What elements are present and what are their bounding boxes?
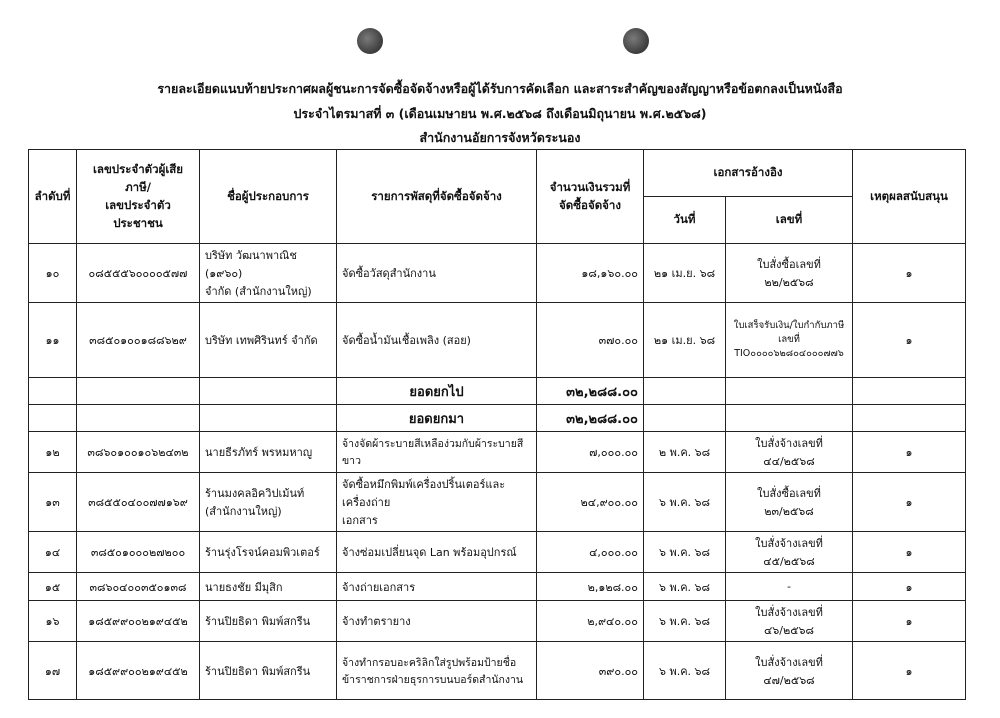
col-item: รายการพัสดุที่จัดซื้อจัดจ้าง [337,150,537,244]
cell-vendor: ร้านรุ่งโรจน์คอมพิวเตอร์ [200,532,337,573]
cell-refno: ใบสั่งจ้างเลขที่ ๔๔/๒๕๖๘ [726,432,853,473]
table-row [29,303,966,378]
cell-reason: ๑ [853,532,966,573]
cell-no: ๑๕ [29,573,77,601]
cell-reason: ๑ [853,573,966,601]
cell-refno: ใบสั่งจ้างเลขที่ ๔๗/๒๕๖๘ [726,642,853,700]
cell-date: ๖ พ.ค. ๖๘ [644,473,726,532]
table-row [29,244,966,303]
subtotal-in-label: ยอดยกมา [337,405,537,432]
table-row [29,532,966,573]
cell-taxid: ๓๘๖๐๔๐๐๓๕๐๑๓๘ [77,573,200,601]
cell-refno: ใบสั่งซื้อเลขที่ ๒๒/๒๕๖๘ [726,244,853,303]
cell-amount: ๒๔,๙๐๐.๐๐ [537,473,644,532]
table-row [29,432,966,473]
cell-item: จัดซื้อน้ำมันเชื้อเพลิง (สอย) [337,303,537,378]
cell-reason: ๑ [853,303,966,378]
table-row [29,642,966,700]
cell-taxid: ๓๘๕๕๐๔๐๐๗๗๑๖๙ [77,473,200,532]
doc-title: รายละเอียดแนบท้ายประกาศผลผู้ชนะการจัดซื้อจัดจ้างหรือผู้ได้รับการคัดเลือก และสาระสำคัญของสัญญาหรือข้อตกลงเป็นหนังสือ [157,81,843,96]
cell-taxid: ๓๘๕๐๑๐๐๐๒๗๒๐๐ [77,532,200,573]
cell-vendor: ร้านปิยธิดา พิมพ์สกรีน [200,642,337,700]
procurement-table [28,149,966,700]
cell-reason: ๑ [853,473,966,532]
subtotal-out-row [29,378,966,405]
cell-taxid: ๐๘๕๕๕๖๐๐๐๐๕๗๗ [77,244,200,303]
cell-reason: ๑ [853,642,966,700]
cell-date: ๒ พ.ค. ๖๘ [644,432,726,473]
cell-item: จ้างทำตรายาง [337,601,537,642]
table-row [29,573,966,601]
cell-amount: ๔,๐๐๐.๐๐ [537,532,644,573]
table-row [29,473,966,532]
cell-no: ๑๐ [29,244,77,303]
table-row [29,601,966,642]
cell-date: ๒๑ เม.ย. ๖๘ [644,303,726,378]
col-reason: เหตุผลสนับสนุน [853,150,966,244]
cell-no: ๑๒ [29,432,77,473]
cell-item: จ้างจัดผ้าระบายสีเหลือง่วมกับผ้าระบายสีขาว [337,432,537,473]
cell-item: จัดซื้อหมึกพิมพ์เครื่องปริ้นเตอร์และเครื่องถ่าย เอกสาร [337,473,537,532]
cell-taxid: ๓๘๖๐๑๐๐๑๐๖๒๔๓๒ [77,432,200,473]
cell-reason: ๑ [853,244,966,303]
col-no: ลำดับที่ [29,150,77,244]
cell-no: ๑๑ [29,303,77,378]
cell-amount: ๒,๑๒๘.๐๐ [537,573,644,601]
subtotal-in-row [29,405,966,432]
cell-date: ๖ พ.ค. ๖๘ [644,573,726,601]
cell-refno: ใบสั่งจ้างเลขที่ ๔๖/๒๕๖๘ [726,601,853,642]
cell-amount: ๗,๐๐๐.๐๐ [537,432,644,473]
cell-no: ๑๗ [29,642,77,700]
col-refno: เลขที่ [726,197,853,244]
cell-amount: ๓๙๐.๐๐ [537,642,644,700]
subtotal-in-amount: ๓๒,๒๘๘.๐๐ [537,405,644,432]
cell-vendor: ร้านปิยธิดา พิมพ์สกรีน [200,601,337,642]
cell-reason: ๑ [853,601,966,642]
cell-no: ๑๖ [29,601,77,642]
col-date: วันที่ [644,197,726,244]
subtotal-out-amount: ๓๒,๒๘๘.๐๐ [537,378,644,405]
cell-refno: ใบสั่งจ้างเลขที่ ๔๕/๒๕๖๘ [726,532,853,573]
cell-vendor: บริษัท วัฒนาพาณิช (๑๙๖๐) จำกัด (สำนักงานใหญ่) [200,244,337,303]
binder-hole-left [357,28,383,54]
col-vendor: ชื่อผู้ประกอบการ [200,150,337,244]
col-amount: จำนวนเงินรวมที่ จัดซื้อจัดจ้าง [537,150,644,244]
cell-amount: ๓๗๐.๐๐ [537,303,644,378]
cell-item: จ้างซ่อมเปลี่ยนจุด Lan พร้อมอุปกรณ์ [337,532,537,573]
doc-subtitle: ประจำไตรมาสที่ ๓ (เดือนเมษายน พ.ศ.๒๕๖๘ ถึงเดือนมิถุนายน พ.ศ.๒๕๖๘) [293,106,707,121]
cell-vendor: นายธงชัย มีมุสิก [200,573,337,601]
cell-date: ๖ พ.ค. ๖๘ [644,601,726,642]
cell-date: ๖ พ.ค. ๖๘ [644,532,726,573]
cell-vendor: ร้านมงคลอิควิปเม้นท์ (สำนักงานใหญ่) [200,473,337,532]
cell-taxid: ๑๘๕๙๙๐๐๒๑๙๔๕๒ [77,642,200,700]
cell-vendor: บริษัท เทพศิรินทร์ จำกัด [200,303,337,378]
binder-hole-right [623,28,649,54]
cell-no: ๑๔ [29,532,77,573]
cell-taxid: ๓๘๕๐๑๐๐๑๘๘๖๒๙ [77,303,200,378]
cell-refno: ใบสั่งซื้อเลขที่ ๒๓/๒๕๖๘ [726,473,853,532]
cell-vendor: นายธีรภัทร์ พรหมหาญู [200,432,337,473]
cell-no: ๑๓ [29,473,77,532]
cell-item: จ้างทำกรอบอะคริลิกใส่รูปพร้อมป้ายชื่อ ข้าราชการฝ่ายธุรการบนบอร์ดสำนักงาน [337,642,537,700]
cell-date: ๒๑ เม.ย. ๖๘ [644,244,726,303]
col-ref: เอกสารอ้างอิง [644,150,853,197]
cell-date: ๖ พ.ค. ๖๘ [644,642,726,700]
cell-amount: ๑๘,๑๖๐.๐๐ [537,244,644,303]
cell-taxid: ๑๘๕๙๙๐๐๒๑๙๔๕๒ [77,601,200,642]
cell-reason: ๑ [853,432,966,473]
cell-refno: ใบเสร็จรับเงิน/ใบกำกับภาษี เลขที่ TIO๐๐๐๐๖๒๘๐๔๐๐๐๗๗๖ [726,303,853,378]
col-taxid: เลขประจำตัวผู้เสียภาษี/ เลขประจำตัวประชาชน [77,150,200,244]
cell-item: จัดซื้อวัสดุสำนักงาน [337,244,537,303]
cell-amount: ๒,๙๔๐.๐๐ [537,601,644,642]
subtotal-out-label: ยอดยกไป [337,378,537,405]
doc-office: สำนักงานอัยการจังหวัดระนอง [419,130,581,145]
cell-item: จ้างถ่ายเอกสาร [337,573,537,601]
cell-refno: - [726,573,853,601]
